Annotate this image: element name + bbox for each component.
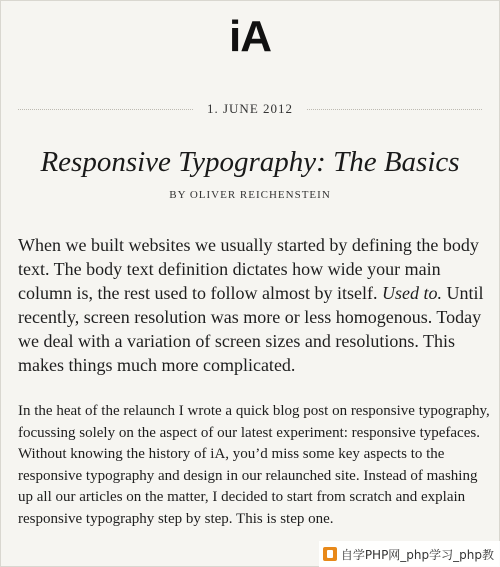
- watermark-text: 自学PHP网_php学习_php教: [340, 547, 494, 562]
- body-paragraph: [18, 401, 492, 530]
- article-byline: BY OLIVER REICHENSTEIN: [169, 189, 331, 201]
- divider-right: [307, 109, 482, 110]
- site-watermark: [319, 541, 500, 567]
- divider-left: [18, 109, 193, 110]
- body-text: In the heat of the relaunch I wrote a quick blog post on responsive typography, focussing solely on the aspect of our latest experiment: responsive typefaces. Without knowing the history of iA, you’d miss some key aspects to the responsive typography and design in our relaunched site. Instead of mashing up all our articles on the matter, I decided to start from scratch and explain responsive typography step by step. This is step one.: [18, 403, 490, 527]
- lead-text-start: When we built websites we usually started by defining the body text. The body text definition dictates how wide your main column is, the rest used to follow almost by itself.: [18, 235, 479, 303]
- lead-emphasis: Used to.: [381, 283, 442, 303]
- logo-icon: [323, 547, 337, 561]
- site-logo[interactable]: iA: [229, 12, 271, 61]
- date-divider: [18, 99, 482, 119]
- lead-paragraph: [18, 233, 492, 377]
- publish-date: 1. JUNE 2012: [206, 101, 294, 116]
- lead-text-end: Until recently, screen resolution was more or less homogenous. Today we deal with a variation of screen sizes and resolutions. This makes things much more complicated.: [18, 283, 484, 375]
- article-title: Responsive Typography: The Basics: [40, 146, 460, 178]
